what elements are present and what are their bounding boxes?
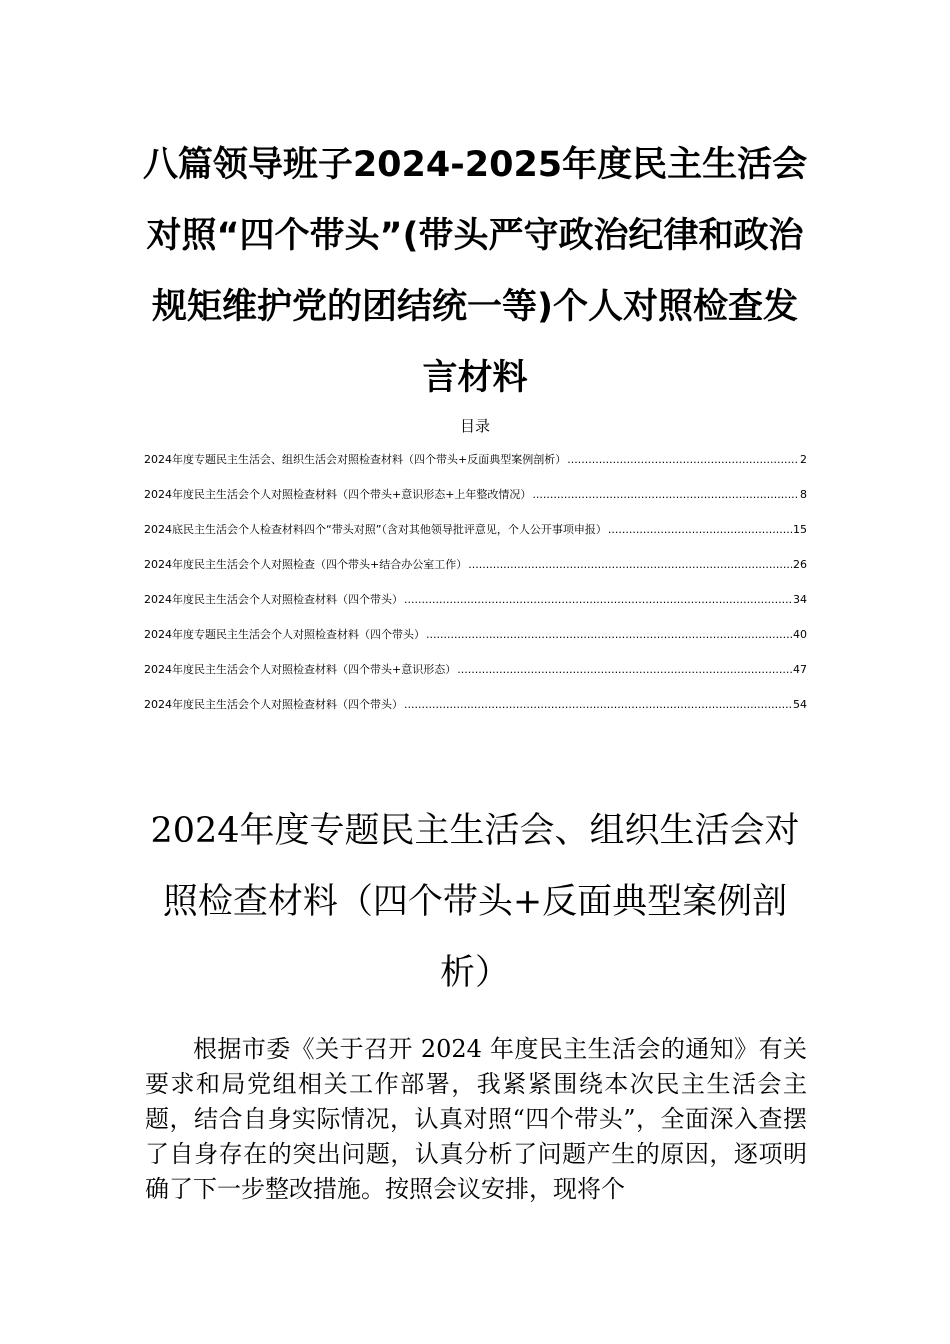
toc-page-number: 8 [800,488,807,501]
toc-page-number: 47 [793,663,807,676]
section-title: 2024年度专题民主生活会、组织生活会对照检查材料（四个带头+反面典型案例剖析） [150,811,800,993]
toc-entry[interactable] [144,658,807,693]
toc-page-number: 15 [793,523,807,536]
toc-entry-title: 2024年度民主生活会个人对照检查材料（四个带头） [144,593,403,606]
toc-entry[interactable] [144,623,807,658]
toc-dot-leader [532,483,799,507]
toc-dot-leader [404,588,792,612]
toc-page-number: 40 [793,628,807,641]
toc-page-number: 26 [793,558,807,571]
toc-page-number: 2 [800,453,807,466]
toc-entry-title: 2024年度民主生活会个人对照检查材料（四个带头+意识形态+上年整改情况） [144,488,532,501]
toc-entry[interactable] [144,588,807,623]
toc-entry[interactable] [144,518,807,553]
toc-entry-title: 2024年度民主生活会个人对照检查材料（四个带头） [144,698,403,711]
toc-entry-title: 2024底民主生活会个人检查材料四个“带头对照”（含对其他领导批评意见，个人公开事项申报） [144,523,607,536]
toc-dot-leader [404,693,792,717]
toc-heading: 目录 [459,417,490,435]
toc-entry-title: 2024年度民主生活会个人对照检查（四个带头+结合办公室工作） [144,558,468,571]
toc-dot-leader [468,553,792,577]
toc-entry[interactable] [144,553,807,588]
toc-entry-title: 2024年度民主生活会个人对照检查材料（四个带头+意识形态） [144,663,457,676]
toc-entry[interactable] [144,693,807,728]
document-main-title: 八篇领导班子2024-2025年度民主生活会对照“四个带头”(带头严守政治纪律和政治规矩维护党的团结统一等)个人对照检查发言材料 [142,145,808,398]
toc-entry-title: 2024年度专题民主生活会、组织生活会对照检查材料（四个带头+反面典型案例剖析） [144,453,567,466]
toc-dot-leader [457,658,792,682]
toc-dot-leader [426,623,792,647]
toc-entry-title: 2024年度专题民主生活会个人对照检查材料（四个带头） [144,628,425,641]
toc-dot-leader [567,448,799,472]
toc-entry[interactable] [144,448,807,483]
toc-entry[interactable] [144,483,807,518]
table-of-contents [144,448,807,728]
body-paragraph: 根据市委《关于召开 2024 年度民主生活会的通知》有关要求和局党组相关工作部署，我紧紧围绕本次民主生活会主题，结合自身实际情况，认真对照“四个带头”，全面深入查摆了自身存在的突出问题，认真分析了问题产生的原因，逐项明确了下一步整改措施。按照会议安排，现将个 [145,1035,807,1203]
toc-page-number: 34 [793,593,807,606]
toc-dot-leader [608,518,792,542]
toc-page-number: 54 [793,698,807,711]
